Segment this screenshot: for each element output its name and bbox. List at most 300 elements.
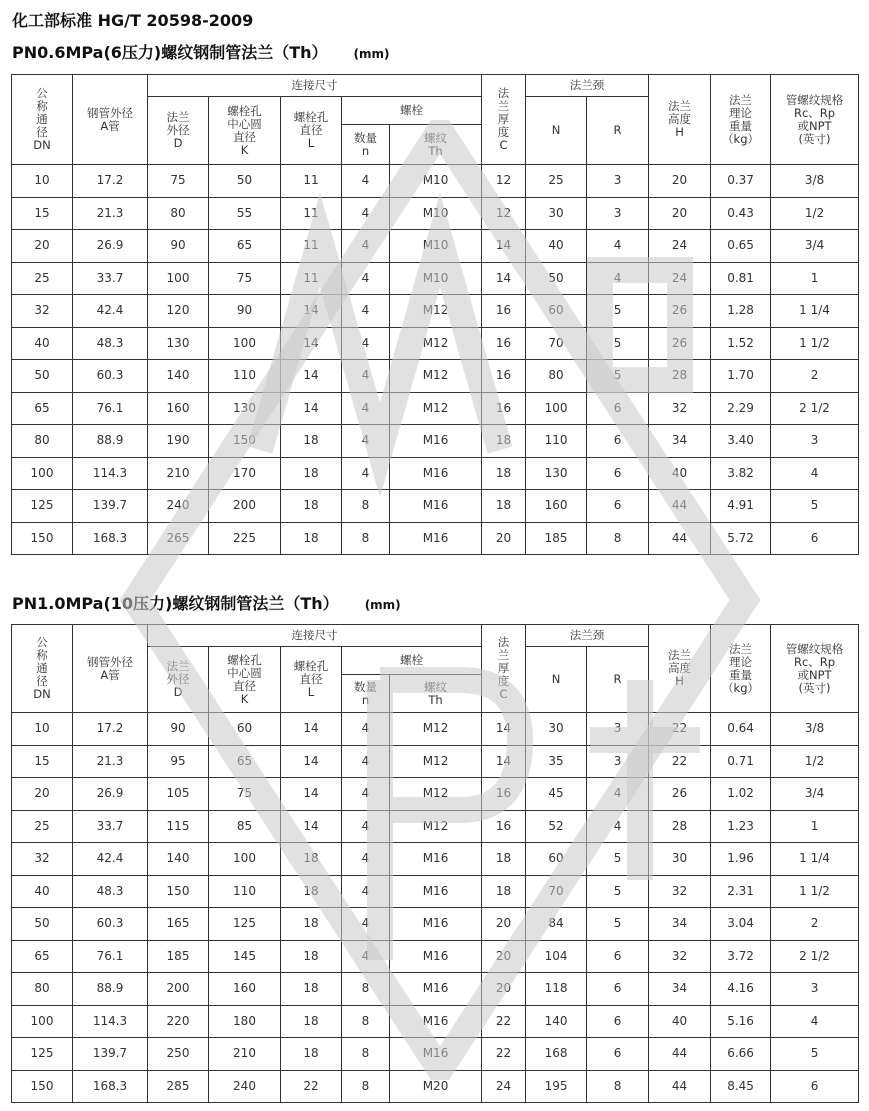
cell-pipe-thread: 4 [771,457,859,490]
cell-height: 22 [649,745,711,778]
cell-bolt-qty: 4 [342,713,390,746]
cell-bolt-hole: 18 [281,522,342,555]
cell-bolt-circle: 50 [209,165,281,198]
cell-bolt-circle: 65 [209,745,281,778]
cell-dn: 125 [12,1038,73,1071]
cell-dn: 50 [12,360,73,393]
cell-neck-n: 45 [526,778,587,811]
cell-dn: 32 [12,843,73,876]
cell-height: 32 [649,940,711,973]
header-weight: 法兰 理论 重量 （kg） [711,75,771,165]
cell-flange-od: 130 [148,327,209,360]
cell-pipe-thread: 3 [771,973,859,1006]
cell-bolt-qty: 4 [342,392,390,425]
cell-flange-od: 240 [148,490,209,523]
cell-bolt-qty: 4 [342,908,390,941]
cell-pipe-od: 42.4 [73,295,148,328]
cell-pipe-od: 114.3 [73,457,148,490]
cell-bolt-qty: 4 [342,810,390,843]
cell-bolt-thread: M16 [390,1005,482,1038]
cell-pipe-thread: 5 [771,1038,859,1071]
cell-dn: 20 [12,230,73,263]
cell-bolt-circle: 65 [209,230,281,263]
cell-neck-r: 5 [587,295,649,328]
cell-bolt-hole: 22 [281,1070,342,1103]
cell-bolt-circle: 75 [209,262,281,295]
cell-dn: 10 [12,165,73,198]
cell-flange-od: 120 [148,295,209,328]
header-connect-size: 连接尺寸 [148,75,482,97]
cell-flange-od: 115 [148,810,209,843]
cell-dn: 15 [12,197,73,230]
cell-dn: 65 [12,392,73,425]
cell-neck-n: 110 [526,425,587,458]
cell-bolt-qty: 4 [342,165,390,198]
cell-thickness: 16 [482,778,526,811]
table-row [12,522,859,555]
cell-dn: 125 [12,490,73,523]
cell-pipe-thread: 1 [771,262,859,295]
cell-thickness: 20 [482,940,526,973]
cell-bolt-hole: 18 [281,973,342,1006]
cell-bolt-qty: 8 [342,1070,390,1103]
header-qty: 数量 n [342,675,390,713]
cell-bolt-hole: 18 [281,490,342,523]
cell-bolt-circle: 110 [209,360,281,393]
cell-weight: 0.81 [711,262,771,295]
cell-bolt-circle: 170 [209,457,281,490]
cell-weight: 1.70 [711,360,771,393]
cell-pipe-od: 17.2 [73,165,148,198]
cell-bolt-circle: 55 [209,197,281,230]
cell-pipe-od: 88.9 [73,973,148,1006]
cell-neck-r: 5 [587,327,649,360]
cell-bolt-qty: 4 [342,875,390,908]
cell-dn: 32 [12,295,73,328]
cell-weight: 0.43 [711,197,771,230]
header-flange-od: 法兰 外径 D [148,97,209,165]
cell-bolt-circle: 130 [209,392,281,425]
cell-thickness: 12 [482,197,526,230]
table1-title-text: PN0.6MPa(6压力)螺纹钢制管法兰（Th） [12,43,328,62]
table1-title [12,40,390,63]
cell-bolt-circle: 225 [209,522,281,555]
cell-bolt-hole: 14 [281,810,342,843]
cell-bolt-thread: M12 [390,295,482,328]
cell-dn: 65 [12,940,73,973]
cell-pipe-od: 139.7 [73,490,148,523]
cell-pipe-thread: 1 [771,810,859,843]
cell-bolt-qty: 4 [342,230,390,263]
cell-bolt-thread: M16 [390,973,482,1006]
cell-neck-n: 100 [526,392,587,425]
header-r: R [587,647,649,713]
table-body [12,165,859,555]
header-thickness: 法 兰 厚 度 C [482,625,526,713]
cell-bolt-circle: 90 [209,295,281,328]
cell-height: 20 [649,197,711,230]
cell-thickness: 20 [482,973,526,1006]
table-row [12,295,859,328]
cell-bolt-circle: 210 [209,1038,281,1071]
table-row [12,490,859,523]
header-neck: 法兰颈 [526,75,649,97]
cell-bolt-hole: 11 [281,262,342,295]
cell-neck-n: 35 [526,745,587,778]
cell-bolt-hole: 18 [281,908,342,941]
cell-pipe-od: 21.3 [73,745,148,778]
header-thickness: 法 兰 厚 度 C [482,75,526,165]
cell-bolt-qty: 4 [342,745,390,778]
header-bolt-circle: 螺栓孔 中心圆 直径 K [209,97,281,165]
cell-thickness: 18 [482,490,526,523]
cell-bolt-circle: 160 [209,973,281,1006]
cell-pipe-od: 42.4 [73,843,148,876]
cell-weight: 0.37 [711,165,771,198]
cell-bolt-hole: 11 [281,230,342,263]
table-row [12,392,859,425]
cell-weight: 1.02 [711,778,771,811]
cell-pipe-od: 33.7 [73,262,148,295]
header-bolt-circle: 螺栓孔 中心圆 直径 K [209,647,281,713]
cell-neck-r: 3 [587,713,649,746]
cell-neck-r: 3 [587,745,649,778]
cell-bolt-thread: M10 [390,262,482,295]
cell-neck-r: 5 [587,908,649,941]
cell-bolt-qty: 4 [342,197,390,230]
cell-bolt-hole: 18 [281,843,342,876]
flange-table-pn10 [11,624,859,1103]
cell-bolt-hole: 18 [281,425,342,458]
cell-neck-r: 4 [587,230,649,263]
cell-bolt-circle: 85 [209,810,281,843]
cell-pipe-thread: 2 [771,360,859,393]
cell-height: 34 [649,425,711,458]
cell-height: 26 [649,778,711,811]
cell-pipe-thread: 6 [771,522,859,555]
cell-height: 22 [649,713,711,746]
cell-bolt-thread: M16 [390,425,482,458]
cell-weight: 0.64 [711,713,771,746]
cell-neck-n: 70 [526,327,587,360]
cell-flange-od: 190 [148,425,209,458]
cell-bolt-circle: 200 [209,490,281,523]
cell-flange-od: 265 [148,522,209,555]
cell-thickness: 16 [482,360,526,393]
cell-bolt-thread: M12 [390,713,482,746]
cell-pipe-od: 76.1 [73,392,148,425]
cell-dn: 80 [12,973,73,1006]
cell-weight: 4.16 [711,973,771,1006]
cell-neck-n: 80 [526,360,587,393]
cell-pipe-od: 139.7 [73,1038,148,1071]
cell-pipe-thread: 2 1/2 [771,940,859,973]
cell-pipe-od: 26.9 [73,230,148,263]
cell-thickness: 22 [482,1005,526,1038]
cell-neck-r: 8 [587,1070,649,1103]
cell-neck-n: 168 [526,1038,587,1071]
header-bolt: 螺栓 [342,647,482,675]
cell-dn: 25 [12,810,73,843]
cell-thickness: 18 [482,875,526,908]
cell-flange-od: 165 [148,908,209,941]
cell-flange-od: 210 [148,457,209,490]
cell-weight: 1.23 [711,810,771,843]
table-row [12,165,859,198]
cell-pipe-thread: 6 [771,1070,859,1103]
table-row [12,908,859,941]
cell-bolt-hole: 14 [281,745,342,778]
table-row [12,457,859,490]
cell-neck-r: 6 [587,940,649,973]
cell-thickness: 12 [482,165,526,198]
cell-pipe-thread: 3/8 [771,165,859,198]
table-row [12,843,859,876]
cell-bolt-hole: 11 [281,197,342,230]
cell-weight: 5.16 [711,1005,771,1038]
cell-pipe-od: 60.3 [73,360,148,393]
cell-thickness: 18 [482,425,526,458]
cell-neck-n: 160 [526,490,587,523]
cell-neck-r: 6 [587,392,649,425]
cell-flange-od: 150 [148,875,209,908]
header-pipe-thread: 管螺纹规格 Rc、Rp 或NPT (英寸) [771,625,859,713]
cell-flange-od: 80 [148,197,209,230]
cell-height: 40 [649,457,711,490]
cell-neck-n: 60 [526,843,587,876]
cell-thickness: 16 [482,810,526,843]
cell-bolt-thread: M16 [390,490,482,523]
header-height: 法兰 高度 H [649,75,711,165]
table2-title-text: PN1.0MPa(10压力)螺纹钢制管法兰（Th） [12,594,339,613]
cell-pipe-thread: 3/8 [771,713,859,746]
cell-thickness: 20 [482,908,526,941]
table1-unit: (mm) [353,47,390,61]
cell-bolt-thread: M20 [390,1070,482,1103]
cell-weight: 2.31 [711,875,771,908]
cell-bolt-qty: 4 [342,327,390,360]
cell-pipe-thread: 2 1/2 [771,392,859,425]
cell-bolt-circle: 75 [209,778,281,811]
header-dn: 公 称 通 径 DN [12,75,73,165]
header-bolt: 螺栓 [342,97,482,125]
cell-thickness: 24 [482,1070,526,1103]
cell-bolt-hole: 18 [281,457,342,490]
cell-pipe-od: 168.3 [73,522,148,555]
cell-dn: 20 [12,778,73,811]
header-neck: 法兰颈 [526,625,649,647]
standard-title: 化工部标准 HG/T 20598-2009 [12,11,254,30]
cell-flange-od: 90 [148,713,209,746]
cell-neck-n: 70 [526,875,587,908]
cell-bolt-circle: 125 [209,908,281,941]
table-row [12,745,859,778]
cell-bolt-qty: 4 [342,295,390,328]
cell-neck-n: 60 [526,295,587,328]
cell-bolt-thread: M12 [390,360,482,393]
cell-pipe-od: 48.3 [73,875,148,908]
cell-pipe-od: 88.9 [73,425,148,458]
header-n: N [526,647,587,713]
cell-flange-od: 200 [148,973,209,1006]
cell-pipe-thread: 1/2 [771,197,859,230]
cell-neck-n: 195 [526,1070,587,1103]
cell-bolt-thread: M16 [390,940,482,973]
cell-dn: 150 [12,1070,73,1103]
table-row [12,940,859,973]
cell-neck-r: 6 [587,1005,649,1038]
cell-bolt-thread: M10 [390,165,482,198]
header-bolt-hole: 螺栓孔 直径 L [281,97,342,165]
cell-pipe-od: 26.9 [73,778,148,811]
table-row [12,713,859,746]
cell-dn: 150 [12,522,73,555]
cell-bolt-hole: 14 [281,295,342,328]
cell-weight: 2.29 [711,392,771,425]
cell-neck-n: 50 [526,262,587,295]
cell-pipe-thread: 2 [771,908,859,941]
cell-pipe-od: 114.3 [73,1005,148,1038]
cell-bolt-hole: 11 [281,165,342,198]
header-connect-size: 连接尺寸 [148,625,482,647]
cell-neck-r: 5 [587,843,649,876]
cell-pipe-od: 76.1 [73,940,148,973]
cell-bolt-qty: 4 [342,778,390,811]
cell-flange-od: 140 [148,360,209,393]
cell-height: 40 [649,1005,711,1038]
cell-weight: 3.04 [711,908,771,941]
cell-pipe-thread: 5 [771,490,859,523]
table-row [12,1070,859,1103]
cell-neck-r: 6 [587,973,649,1006]
cell-weight: 8.45 [711,1070,771,1103]
table-row [12,875,859,908]
cell-height: 44 [649,522,711,555]
cell-thickness: 14 [482,745,526,778]
cell-thickness: 16 [482,295,526,328]
cell-flange-od: 285 [148,1070,209,1103]
cell-bolt-hole: 18 [281,1038,342,1071]
cell-bolt-thread: M10 [390,197,482,230]
cell-height: 24 [649,262,711,295]
cell-thickness: 14 [482,713,526,746]
cell-bolt-thread: M16 [390,457,482,490]
cell-bolt-thread: M12 [390,745,482,778]
cell-bolt-qty: 8 [342,1005,390,1038]
cell-thickness: 16 [482,327,526,360]
header-bolt-hole: 螺栓孔 直径 L [281,647,342,713]
cell-bolt-thread: M16 [390,522,482,555]
cell-dn: 25 [12,262,73,295]
header-pipe-od: 钢管外径 A管 [73,75,148,165]
cell-weight: 1.96 [711,843,771,876]
cell-bolt-qty: 4 [342,425,390,458]
cell-bolt-qty: 8 [342,490,390,523]
table-row [12,230,859,263]
header-height: 法兰 高度 H [649,625,711,713]
cell-height: 30 [649,843,711,876]
cell-pipe-thread: 3 [771,425,859,458]
cell-height: 20 [649,165,711,198]
cell-bolt-qty: 4 [342,843,390,876]
cell-bolt-thread: M12 [390,327,482,360]
cell-dn: 80 [12,425,73,458]
cell-height: 44 [649,490,711,523]
table-row [12,262,859,295]
cell-bolt-thread: M12 [390,810,482,843]
cell-neck-n: 185 [526,522,587,555]
table-row [12,197,859,230]
cell-neck-n: 84 [526,908,587,941]
cell-bolt-qty: 8 [342,522,390,555]
table-row [12,973,859,1006]
header-r: R [587,97,649,165]
cell-neck-r: 5 [587,875,649,908]
cell-dn: 100 [12,457,73,490]
header-pipe-thread: 管螺纹规格 Rc、Rp 或NPT (英寸) [771,75,859,165]
cell-bolt-hole: 18 [281,875,342,908]
cell-flange-od: 75 [148,165,209,198]
cell-thickness: 16 [482,392,526,425]
cell-neck-r: 3 [587,165,649,198]
cell-bolt-qty: 8 [342,973,390,1006]
cell-neck-n: 118 [526,973,587,1006]
cell-neck-r: 3 [587,197,649,230]
cell-bolt-thread: M16 [390,843,482,876]
cell-height: 26 [649,327,711,360]
cell-bolt-qty: 4 [342,457,390,490]
cell-pipe-thread: 1 1/4 [771,843,859,876]
cell-pipe-od: 168.3 [73,1070,148,1103]
cell-neck-n: 130 [526,457,587,490]
cell-bolt-qty: 4 [342,940,390,973]
cell-dn: 40 [12,875,73,908]
cell-weight: 0.65 [711,230,771,263]
cell-bolt-hole: 14 [281,327,342,360]
table-row [12,425,859,458]
cell-pipe-thread: 1 1/2 [771,875,859,908]
cell-bolt-circle: 60 [209,713,281,746]
table-row [12,810,859,843]
header-qty: 数量 n [342,125,390,165]
cell-neck-r: 6 [587,490,649,523]
cell-bolt-hole: 14 [281,713,342,746]
cell-flange-od: 250 [148,1038,209,1071]
table-body [12,713,859,1103]
cell-height: 24 [649,230,711,263]
cell-weight: 3.40 [711,425,771,458]
header-flange-od: 法兰 外径 D [148,647,209,713]
cell-bolt-thread: M16 [390,908,482,941]
cell-weight: 6.66 [711,1038,771,1071]
cell-bolt-hole: 18 [281,940,342,973]
cell-weight: 4.91 [711,490,771,523]
header-thread: 螺纹 Th [390,675,482,713]
cell-height: 26 [649,295,711,328]
table-row [12,1005,859,1038]
cell-bolt-circle: 145 [209,940,281,973]
header-thread: 螺纹 Th [390,125,482,165]
cell-neck-n: 40 [526,230,587,263]
cell-dn: 50 [12,908,73,941]
cell-neck-r: 6 [587,1038,649,1071]
cell-pipe-thread: 1/2 [771,745,859,778]
cell-bolt-circle: 150 [209,425,281,458]
cell-neck-r: 4 [587,262,649,295]
cell-thickness: 14 [482,262,526,295]
cell-pipe-od: 48.3 [73,327,148,360]
cell-bolt-thread: M12 [390,778,482,811]
